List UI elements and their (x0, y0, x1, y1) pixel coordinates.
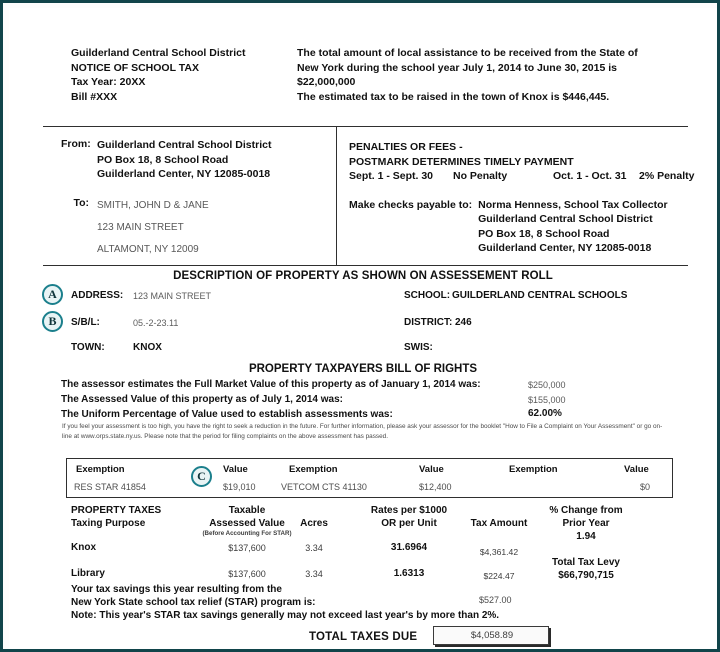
penalties-periods-row (349, 169, 699, 184)
district-label: DISTRICT: (404, 317, 453, 328)
col-header-purpose-line2: Taxing Purpose (71, 518, 146, 529)
payee-address (472, 198, 667, 256)
state-aid-line-2: New York during the school year July 1, 2014 to June 30, 2015 is (297, 61, 617, 74)
payee-line-3: PO Box 18, 8 School Road (478, 227, 610, 240)
col-header-purpose-line1: PROPERTY TAXES (71, 505, 162, 516)
col-header-tax-amount: Tax Amount (470, 518, 528, 529)
sbl-label: S/B/L: (71, 317, 100, 328)
notice-title: NOTICE OF SCHOOL TAX (71, 61, 199, 74)
from-address (97, 138, 271, 182)
change-value: 1.94 (576, 531, 596, 542)
col-header-rates-line1: Rates per $1000 (370, 505, 448, 516)
penalty-period-2: Oct. 1 - Oct. 31 (553, 170, 627, 182)
swis-label: SWIS: (404, 342, 433, 353)
col-header-assessed-line1: Taxable (228, 505, 266, 516)
exemption-header-3: Exemption (509, 464, 558, 475)
bill-header (9, 46, 717, 116)
state-aid-line-1: The total amount of local assistance to be received from the State of (297, 47, 638, 59)
exemption-table (66, 458, 673, 498)
header-left-block (71, 46, 301, 104)
from-label: From: (61, 138, 91, 150)
to-address (97, 195, 209, 261)
tax-year: Tax Year: 20XX (71, 76, 146, 88)
payable-label: Make checks payable to: (349, 198, 473, 211)
bor-value-2: $155,000 (528, 395, 566, 405)
bill-of-rights-title: PROPERTY TAXPAYERS BILL OF RIGHTS (248, 363, 478, 375)
total-taxes-due-label: TOTAL TAXES DUE (309, 631, 418, 643)
tax-row-2-acres: 3.34 (305, 569, 323, 579)
payee-line-1: Norma Henness, School Tax Collector (478, 198, 668, 211)
exemption-amount-3: $0 (640, 482, 651, 492)
exemption-value-header-3: Value (624, 464, 649, 475)
col-header-change (521, 504, 651, 530)
description-title: DESCRIPTION OF PROPERTY AS SHOWN ON ASSESSEMENT ROLL (173, 270, 553, 282)
tax-row-1-rate: 31.6964 (390, 542, 428, 553)
from-to-block (61, 138, 341, 261)
from-line-2: PO Box 18, 8 School Road (97, 153, 229, 166)
exemption-amount-1: $19,010 (223, 482, 256, 492)
total-levy-label: Total Tax Levy (552, 557, 620, 568)
town-label: TOWN: (71, 342, 105, 353)
to-line-2: 123 MAIN STREET (97, 221, 184, 233)
tax-row-1-amount: $4,361.42 (479, 547, 519, 557)
star-savings-value: $527.00 (479, 595, 512, 605)
exemption-name-1: RES STAR 41854 (74, 482, 146, 492)
col-header-assessed-line2: Assessed Value (209, 518, 285, 529)
state-aid-amount: $22,000,000 (297, 76, 356, 88)
to-line-1: SMITH, JOHN D & JANE (97, 199, 209, 211)
exemption-value-header-1: Value (223, 464, 248, 475)
header-right-block (297, 46, 697, 104)
to-label: To: (73, 196, 89, 209)
col-header-purpose (71, 504, 161, 530)
estimated-tax-line: The estimated tax to be raised in the town of Knox is $446,445. (297, 90, 610, 103)
star-line-2: New York State school tax relief (STAR) program is: (71, 597, 316, 608)
total-levy-value: $66,790,715 (558, 570, 614, 581)
sbl-value: 05.-2-23.11 (133, 318, 179, 328)
bor-line-2: The Assessed Value of this property as of July 1, 2014 was: (61, 394, 343, 405)
payee-line-2: Guilderland Central School District (478, 213, 653, 225)
tax-bill-sheet (9, 8, 717, 649)
tax-row-2-purpose: Library (71, 568, 105, 579)
col-header-acres: Acres (300, 518, 328, 529)
district-value: 246 (455, 317, 472, 328)
school-value: GUILDERLAND CENTRAL SCHOOLS (452, 290, 628, 301)
tax-row-2-amount: $224.47 (483, 571, 515, 581)
to-line-3: ALTAMONT, NY 12009 (97, 243, 199, 255)
penalties-title-2: POSTMARK DETERMINES TIMELY PAYMENT (349, 155, 574, 168)
penalty-period-1: Sept. 1 - Sept. 30 (349, 170, 434, 182)
exemption-amount-2: $12,400 (419, 482, 452, 492)
from-row (61, 138, 341, 182)
tax-row-1-purpose: Knox (71, 542, 96, 553)
penalty-amount-2: 2% Penalty (639, 170, 695, 182)
town-value: KNOX (133, 342, 162, 353)
tax-row-1-assessed: $137,600 (228, 543, 266, 553)
exemption-value-header-2: Value (419, 464, 444, 475)
tax-row-1-acres: 3.34 (305, 543, 323, 553)
penalties-block (349, 140, 699, 256)
to-row (61, 195, 341, 261)
payee-line-4: Guilderland Center, NY 12085-0018 (478, 242, 652, 254)
total-taxes-due-amount: $4,058.89 (470, 630, 514, 641)
exemption-name-2: VETCOM CTS 41130 (281, 482, 367, 492)
bor-value-3: 62.00% (528, 408, 562, 419)
divider-top (43, 126, 688, 127)
marker-a-badge: A (42, 284, 63, 305)
penalty-amount-1: No Penalty (453, 170, 508, 182)
col-header-change-line2: Prior Year (562, 518, 610, 529)
col-header-change-line1: % Change from (549, 505, 623, 516)
bor-value-1: $250,000 (528, 380, 566, 390)
school-label: SCHOOL: (404, 290, 451, 301)
exemption-header-2: Exemption (289, 464, 338, 475)
payable-block (349, 198, 699, 256)
star-note: Note: This year's STAR tax savings generally may not exceed last year's by more than 2%. (71, 610, 500, 621)
from-line-3: Guilderland Center, NY 12085-0018 (97, 168, 271, 180)
marker-c-badge: C (191, 466, 212, 487)
penalties-title-1: PENALTIES OR FEES - (349, 141, 463, 153)
address-value: 123 MAIN STREET (133, 291, 212, 301)
col-header-assessed-note: (Before Accounting For STAR) (202, 530, 292, 537)
divider-below-addresses (43, 265, 688, 266)
total-taxes-due-box (433, 626, 549, 645)
bor-line-1: The assessor estimates the Full Market Value of this property as of January 1, 2014 was: (61, 379, 481, 390)
marker-b-badge: B (42, 311, 63, 332)
assessment-fineprint: If you feel your assessment is too high, you have the right to seek a reduction in the future. For further information, please ask your assessor for the booklet "How to File a Complaint on Your Assessment" or go on-line at www.orps.state.ny.us. Please note that the period for filing complaints on the above assessment has passed. (62, 423, 663, 440)
district-name: Guilderland Central School District (71, 47, 246, 59)
address-label: ADDRESS: (71, 290, 124, 301)
tax-row-2-rate: 1.6313 (393, 568, 425, 579)
bill-number: Bill #XXX (71, 90, 118, 103)
exemption-header-1: Exemption (76, 464, 125, 475)
bor-line-3: The Uniform Percentage of Value used to establish assessments was: (61, 409, 393, 420)
tax-row-2-assessed: $137,600 (228, 569, 266, 579)
col-header-rates-line2: OR per Unit (381, 518, 437, 529)
star-line-1: Your tax savings this year resulting from the (71, 584, 282, 595)
from-line-1: Guilderland Central School District (97, 139, 272, 151)
